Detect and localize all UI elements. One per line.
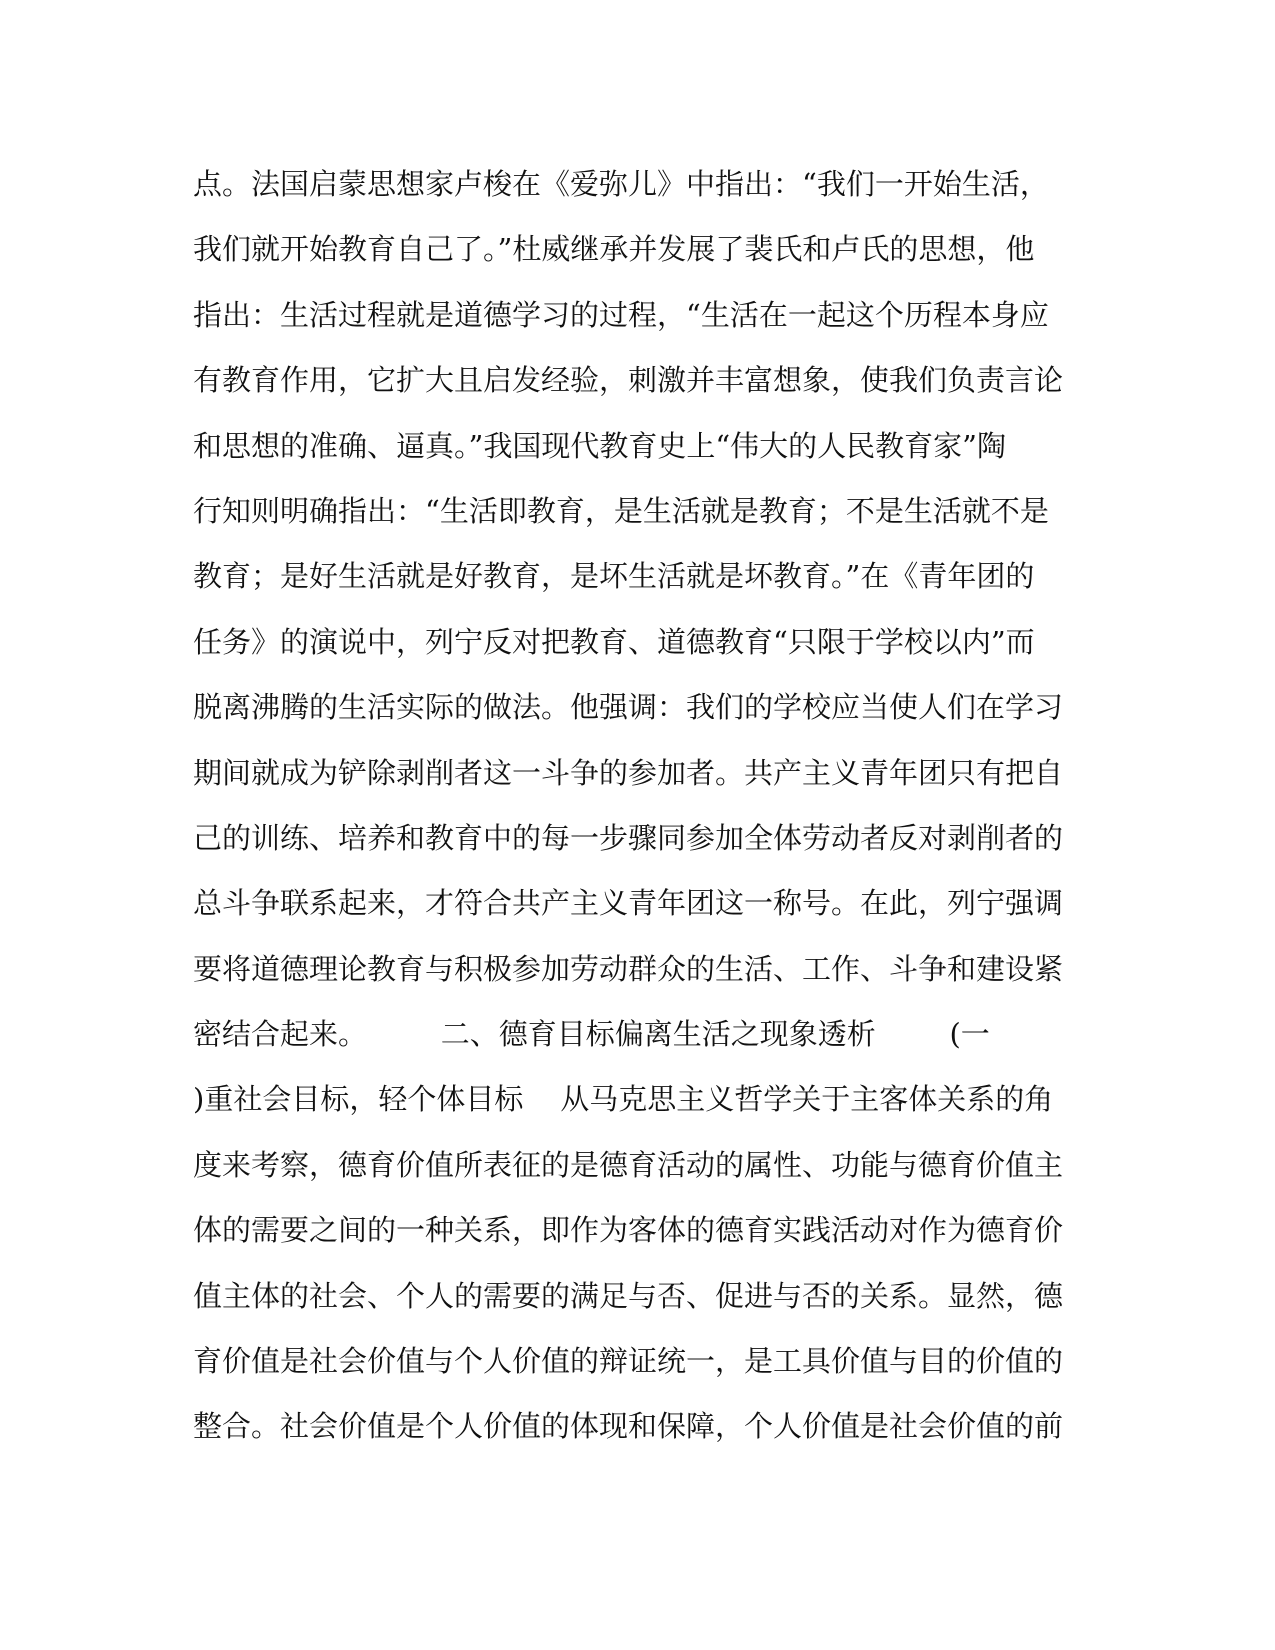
- text-line: 任务》的演说中，列宁反对把教育、道德教育“只限于学校以内”而: [193, 624, 1035, 659]
- text-line: 度来考察，德育价值所表征的是德育活动的属性、功能与德育价值主: [193, 1147, 1064, 1182]
- text-line: 值主体的社会、个人的需要的满足与否、促进与否的关系。显然，德: [193, 1278, 1064, 1313]
- text-line: 和思想的准确、逼真。”我国现代教育史上“伟大的人民教育家”陶: [193, 428, 1006, 463]
- text-line: 教育；是好生活就是好教育，是坏生活就是坏教育。”在《青年团的: [193, 559, 1035, 594]
- text-line: 指出：生活过程就是道德学习的过程，“生活在一起这个历程本身应: [193, 297, 1049, 332]
- section-heading-line: 密结合起来。 二、德育目标偏离生活之现象透析 (一: [193, 1017, 990, 1052]
- text-line: 脱离沸腾的生活实际的做法。他强调：我们的学校应当使人们在学习: [193, 690, 1064, 725]
- text-line: 整合。社会价值是个人价值的体现和保障，个人价值是社会价值的前: [193, 1409, 1064, 1444]
- text-line: 育价值是社会价值与个人价值的辩证统一，是工具价值与目的价值的: [193, 1344, 1064, 1379]
- text-line: 有教育作用，它扩大且启发经验，刺激并丰富想象，使我们负责言论: [193, 363, 1064, 398]
- subheading-line: )重社会目标，轻个体目标 从马克思主义哲学关于主客体关系的角: [193, 1082, 1054, 1117]
- text-line: 体的需要之间的一种关系，即作为客体的德育实践活动对作为德育价: [193, 1213, 1064, 1248]
- text-line: 行知则明确指出：“生活即教育，是生活就是教育；不是生活就不是: [193, 493, 1049, 528]
- text-line: 己的训练、培养和教育中的每一步骤同参加全体劳动者反对剥削者的: [193, 820, 1064, 855]
- text-line: 期间就成为铲除剥削者这一斗争的参加者。共产主义青年团只有把自: [193, 755, 1064, 790]
- text-line: 我们就开始教育自己了。”杜威继承并发展了裴氏和卢氏的思想，他: [193, 232, 1035, 267]
- text-line: 总斗争联系起来，才符合共产主义青年团这一称号。在此，列宁强调: [193, 886, 1064, 921]
- body-text: [193, 152, 1093, 1460]
- text-line: 点。法国启蒙思想家卢梭在《爱弥儿》中指出：“我们一开始生活，: [193, 167, 1049, 201]
- text-line: 要将道德理论教育与积极参加劳动群众的生活、工作、斗争和建设紧: [193, 951, 1064, 986]
